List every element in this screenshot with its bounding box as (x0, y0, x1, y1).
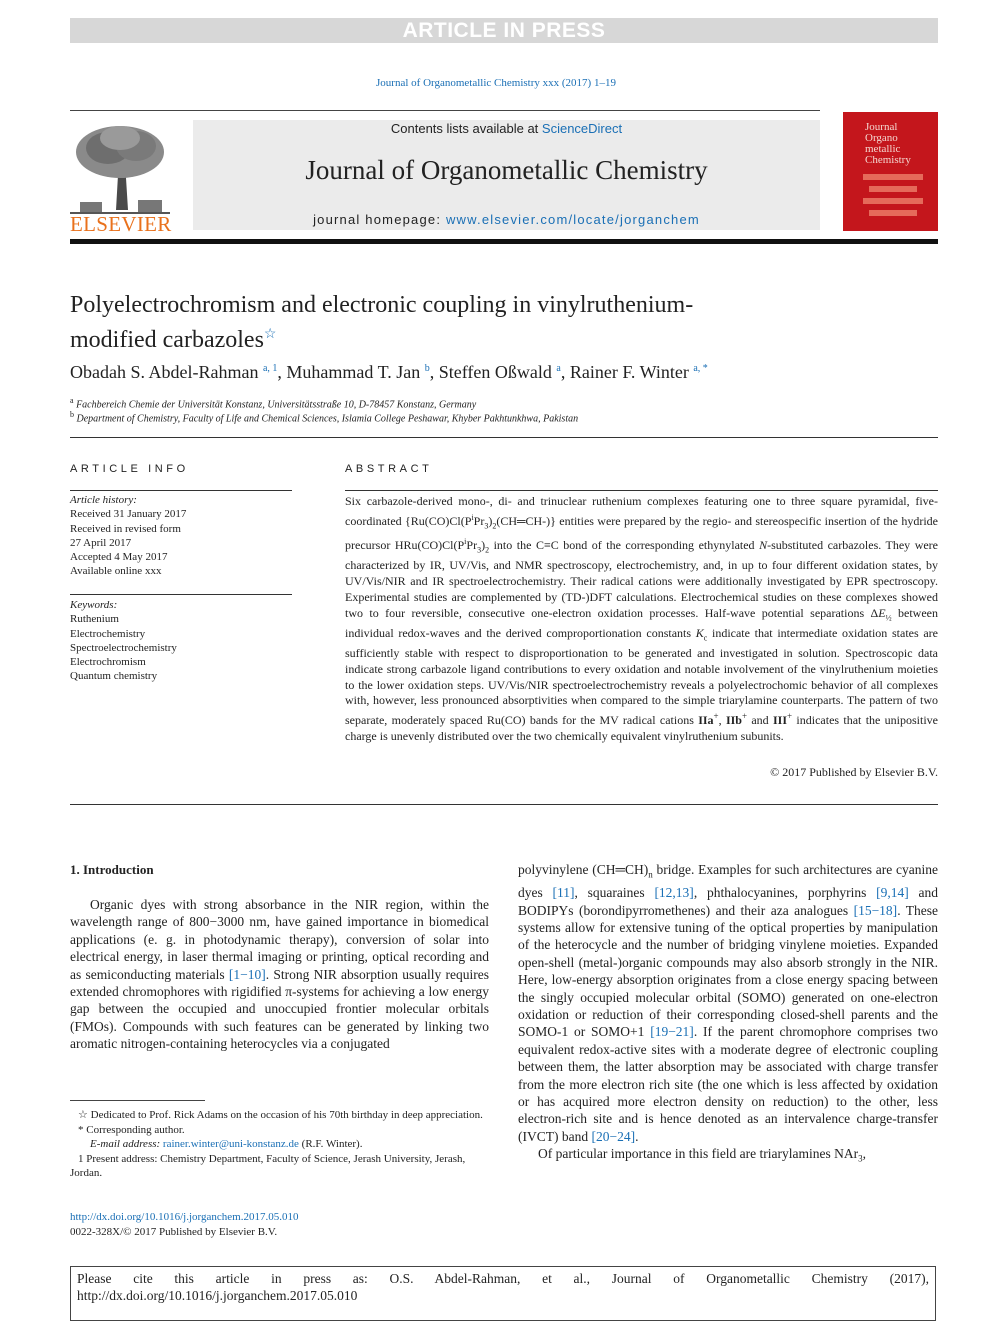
article-info-heading: ARTICLE INFO (70, 463, 189, 475)
article-in-press-banner: ARTICLE IN PRESS (70, 18, 938, 43)
contents-line (193, 121, 820, 136)
contents-prefix: Contents lists available at (390, 121, 542, 136)
footnote-divider (70, 1100, 205, 1101)
affiliation-text: Department of Chemistry, Faculty of Life and Chemical Sciences, Islamia College Peshawar, Khyber Pakhtunkhwa, Pakistan (76, 413, 579, 425)
divider (70, 594, 292, 595)
abstract-text: between individual redox-waves and the derived comproportionation constants (345, 605, 938, 640)
abstract-text: (CH═CH-)} entities were prepared by the regio- and stereospecific insertion of the hydride precursor HRu(CO)Cl(P (345, 513, 938, 552)
abstract-text: 2 (492, 521, 497, 531)
body-text: Organic dyes with strong absorbance in the NIR region, within the wavelength range of 800−3000 nm, have gained importance in biomedical applications (e. g. in photodynamic therapy), conversion of solar into electrical energy, in laser thermal imaging or printing, optical recording and as semiconducting materials (70, 897, 489, 982)
homepage-line (193, 212, 820, 227)
affiliation-mark: b (70, 410, 74, 419)
abstract-heading: ABSTRACT (345, 463, 433, 475)
body-column-left (70, 896, 489, 1053)
cover-graphic (869, 186, 917, 192)
footnote-mark: * (78, 1123, 84, 1136)
divider (70, 437, 938, 438)
title-footnote-mark[interactable]: ☆ (263, 327, 277, 342)
body-text: . (635, 1128, 639, 1144)
abstract-text: c (703, 633, 708, 643)
keywords (70, 598, 292, 684)
footnote-mark: ☆ (78, 1109, 88, 1121)
doi-link[interactable]: http://dx.doi.org/10.1016/j.jorganchem.2017.05.010 (70, 1211, 299, 1223)
abstract-text: Pr (473, 513, 485, 528)
author-name[interactable]: Muhammad T. Jan (286, 362, 421, 382)
divider (345, 490, 938, 491)
footnote (70, 1137, 489, 1152)
citation-link[interactable]: [20−24] (591, 1128, 636, 1144)
history-item: Received 31 January 2017 (70, 508, 187, 521)
cover-graphic (863, 198, 923, 204)
header-thick-rule (70, 239, 938, 244)
footnote (70, 1152, 489, 1181)
footnote-text: (R.F. Winter). (298, 1138, 363, 1151)
article-title (70, 290, 870, 355)
journal-cover-thumbnail[interactable] (843, 112, 938, 231)
body-text: bridge. Examples for such architectures are cyanine dyes (518, 862, 938, 901)
abstract-text: i (471, 512, 474, 522)
citation-link[interactable]: [19−21] (650, 1024, 694, 1040)
abstract-text: i (464, 536, 467, 546)
abstract-text: + (787, 711, 793, 722)
author-affiliation-mark[interactable]: b (424, 363, 430, 374)
article-title-line: Polyelectrochromism and electronic coupling in vinylruthenium- (70, 292, 694, 318)
sciencedirect-link[interactable]: ScienceDirect (541, 121, 623, 136)
homepage-prefix: journal homepage: (313, 212, 446, 227)
abstract-text: 3 (477, 545, 482, 555)
history-item: 27 April 2017 (70, 536, 132, 549)
abstract-text: 2 (485, 545, 490, 555)
cover-title (865, 122, 911, 166)
body-text: . If the parent chromophore comprises two equivalent redox-active sites with a moderate degree of electronic coupling between them, the latter absorption may be associated with charge transfer from the more electron rich site (the one which is less affected by oxidation or has acquired more electron density on reduction) to the other, less electron-rich site and is hence denoted as an intervalence charge-transfer (IVCT) band (518, 1024, 938, 1144)
footnote-mark: 1 (78, 1152, 84, 1165)
abstract-text: ) (481, 537, 486, 552)
footnote-text: Dedicated to Prof. Rick Adams on the occasion of his 70th birthday in deep appreciation. (90, 1109, 483, 1121)
author-affiliation-mark[interactable]: a, * (693, 363, 708, 374)
compound-label: IIa (698, 713, 714, 728)
cover-graphic (863, 174, 923, 180)
compound-label: III (773, 713, 788, 728)
author-affiliation-mark[interactable]: a (556, 363, 561, 374)
abstract-text: and (747, 713, 773, 728)
abstract-text: indicates that the unipositive charge is unevenly distributed over the two chemically equivalent vinylruthenium subunits. (345, 713, 939, 743)
journal-reference-link[interactable]: Journal of Organometallic Chemistry xxx (2017) 1–19 (376, 77, 616, 89)
history-item: Received in revised form (70, 522, 181, 535)
elsevier-wordmark: ELSEVIER (70, 212, 172, 236)
affiliation-mark: a (70, 396, 74, 405)
abstract-text: -substituted carbazoles. They were characterized by IR, UV/Vis, and NMR spectroscopy, electrochemistry, and, in up to four different oxidation states, by UV/Vis/NIR and IR spectroelectrochemistry. Their radical cations were additionally investigated by EPR spectroscopy. Experimental studies are complemented by (TD-)DFT calculations. Electrochemical studies on these complexes showed two to four reversible, consecutive one-electron oxidation processes. Half-wave potential separations Δ (345, 537, 939, 620)
cover-graphic (869, 210, 917, 216)
homepage-link[interactable]: www.elsevier.com/locate/jorganchem (445, 212, 700, 227)
body-column-right (518, 861, 938, 1168)
body-text: . These systems allow for extensive tuning of the optical properties by manipulation of the heterocycle and the number of bridging vinylene moieties. Expanded open-shell (metal-)organic compounds may also absorb strongly in the NIR. Here, low-energy absorption originates from a close energy spacing between the singly occupied molecular orbital (SOMO) generated on one-electron oxidation or reduction of their corresponding closed-shell parents and the SOMO-1 or SOMO+1 (518, 902, 938, 1040)
keywords-label: Keywords: (70, 599, 118, 611)
history-item: Accepted 4 May 2017 (70, 551, 168, 564)
abstract-text: , (718, 713, 726, 728)
body-text: , (862, 1146, 867, 1162)
abstract-text: Pr (466, 537, 478, 552)
abstract-text: into the C≡C bond of the corresponding ethynylated (489, 537, 760, 552)
abstract-text: K (695, 625, 704, 640)
footnote-text: Corresponding author. (86, 1123, 185, 1136)
author-list: Obadah S. Abdel-Rahman $^{a, 1}$, Muhammad T. Jan $^b$, Steffen Oßwald $^a$, Rainer F. Winter $^{a, *}$ (70, 362, 708, 382)
divider (70, 804, 938, 805)
abstract-text: ½ (885, 612, 892, 622)
compound-label: IIb (725, 713, 742, 728)
history-item: Available online xxx (70, 565, 162, 578)
body-text: polyvinylene (CH═CH) (518, 862, 649, 877)
keyword: Electrochromism (70, 656, 146, 669)
citation-link[interactable]: [12,13] (654, 885, 694, 901)
cover-text-line: Journal (865, 121, 898, 133)
author-name[interactable]: Obadah S. Abdel-Rahman (70, 362, 259, 382)
footnote-text: Present address: Chemistry Department, Faculty of Science, Jerash University, Jerash, Jordan. (70, 1152, 466, 1180)
citation-box: Please cite this article in press as: O.S. Abdel-Rahman, et al., Journal of Organometallic Chemistry (2017), http://dx.doi.org/10.1016/j.jorganchem.2017.05.010 (70, 1266, 936, 1321)
citation-link[interactable]: [15−18] (853, 902, 898, 918)
abstract-text: + (741, 711, 748, 722)
affiliation-text: Fachbereich Chemie der Universität Konstanz, Universitätsstraße 10, D-78457 Konstanz, Germany (76, 399, 477, 411)
citation-link[interactable]: [9,14] (876, 885, 909, 901)
email-link[interactable]: rainer.winter@uni-konstanz.de (162, 1138, 299, 1151)
cover-text-line: Chemistry (865, 154, 911, 166)
body-text: and BODIPYs (borondipyrromethenes) and their aza analogues (518, 885, 938, 918)
footnote (70, 1108, 489, 1123)
footnote-label: E-mail address: (90, 1138, 163, 1151)
body-text: n (648, 869, 653, 880)
abstract-text: + (713, 711, 719, 722)
body-text: , squaraines (574, 885, 655, 901)
abstract-body (345, 494, 938, 745)
affiliation (70, 410, 578, 424)
divider (70, 490, 292, 491)
body-text: 3 (858, 1153, 863, 1164)
abstract-text: indicate that intermediate oxidation states are sufficiently stable with respect to disproportionation to be generated and investigated in solution. Spectroscopic data indicate strong carbazole ligand contributions to every oxidation and notable involvement of the vinylruthenium moieties to the lower oxidation steps. UV/Vis/NIR spectroelectrochemistry reveals a polyelectrochomic behavior of all complexes with, however, less pronounced absorptivities when compared to the simple triarylamine counterparts. The pattern of two separate, moderately spaced Ru(CO) bands for the MV radical cations (345, 625, 938, 728)
keyword: Electrochemistry (70, 627, 146, 640)
author-name[interactable]: Steffen Oßwald (438, 362, 552, 382)
abstract-copyright: © 2017 Published by Elsevier B.V. (770, 765, 938, 779)
author-name[interactable]: Rainer F. Winter (569, 362, 689, 382)
body-text: . Strong NIR absorption usually requires extended chromophores with rigidified π-systems for achieving a low energy gap between the occupied and unoccupied frontier molecular orbitals (FMOs). Compounds with such features can be generated by linking two aromatic nitrogen-containing heterocycles via a conjugated (70, 966, 489, 1052)
abstract-text: E (878, 605, 886, 620)
abstract-text: ) (488, 513, 493, 528)
footnote (70, 1123, 489, 1138)
issn-line: 0022-328X/© 2017 Published by Elsevier B.V. (70, 1226, 278, 1238)
journal-title: Journal of Organometallic Chemistry (305, 155, 708, 185)
footnotes (70, 1108, 489, 1181)
keyword: Ruthenium (70, 613, 119, 626)
section-heading: 1. Introduction (70, 862, 154, 877)
keyword: Spectroelectrochemistry (70, 641, 177, 654)
keyword: Quantum chemistry (70, 670, 158, 683)
body-paragraph (518, 1145, 938, 1168)
abstract-text: 3 (484, 521, 489, 531)
citation-link[interactable]: [11] (552, 885, 575, 901)
body-text: , phthalocyanines, porphyrins (693, 885, 877, 901)
article-title-line: modified carbazoles (70, 327, 264, 353)
header-divider (70, 110, 820, 111)
cover-text-line: Organo (865, 132, 898, 144)
body-text: Of particular importance in this field are triarylamines NAr (538, 1146, 859, 1162)
article-history (70, 493, 292, 579)
cover-text-line: metallic (865, 143, 901, 155)
citation-link[interactable]: [1−10] (228, 966, 266, 982)
abstract-text: Six carbazole-derived mono-, di- and trinuclear ruthenium complexes featuring one to three square pyramidal, five-coordinated {Ru(CO)Cl(P (345, 494, 938, 528)
abstract-text: N (759, 537, 768, 552)
affiliation (70, 396, 476, 410)
history-label: Article history: (70, 494, 137, 506)
author-affiliation-mark[interactable]: a, 1 (262, 363, 278, 374)
